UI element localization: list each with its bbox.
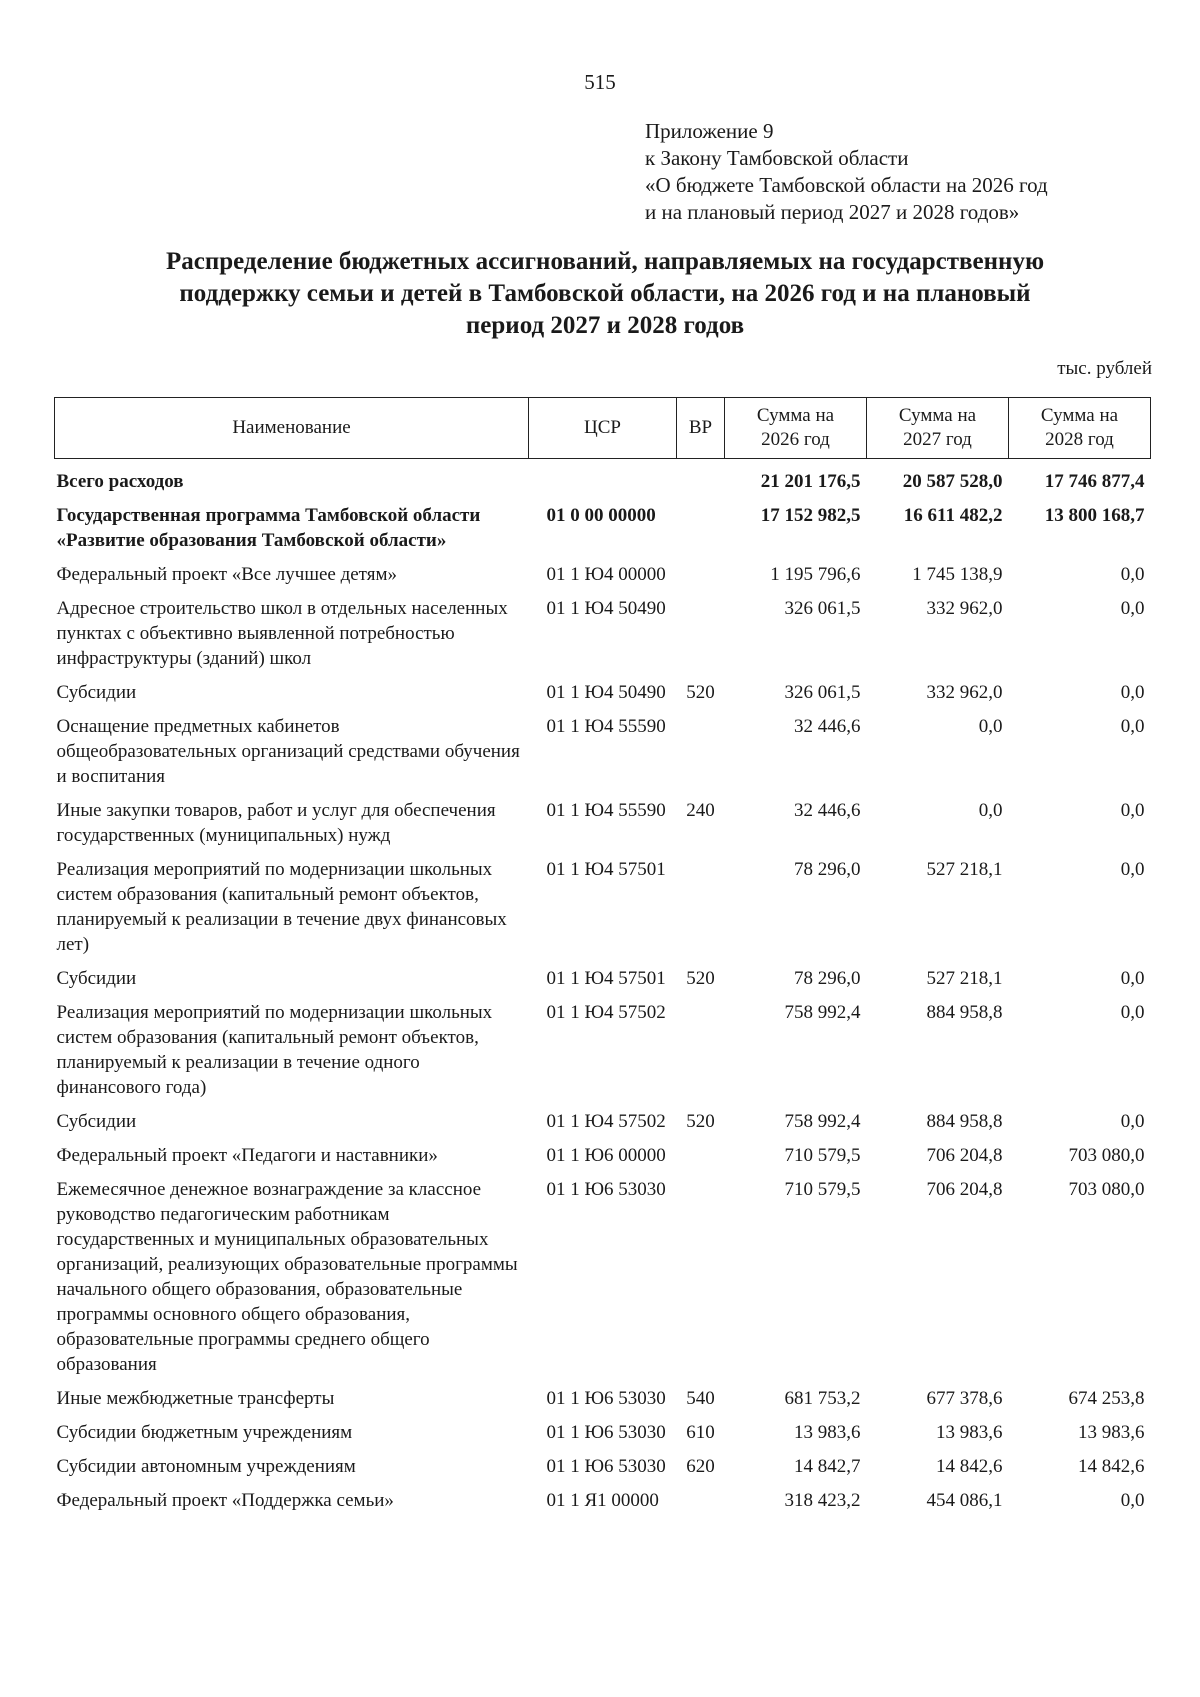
cell-name: Субсидии бюджетным учреждениям bbox=[56, 1422, 353, 1443]
cell-csr: 01 1 Ю6 00000 bbox=[546, 1145, 666, 1166]
cell-sum-2027: 13 983,6 bbox=[936, 1422, 1003, 1443]
cell-vr bbox=[677, 499, 725, 558]
header-sum-2026-line1: Сумма на bbox=[756, 405, 835, 426]
table-row bbox=[55, 1139, 1151, 1173]
header-sum-2026 bbox=[725, 398, 867, 459]
table-row bbox=[55, 996, 1151, 1105]
cell-sum-2027: 677 378,6 bbox=[926, 1388, 1003, 1409]
cell-sum-2026: 78 296,0 bbox=[794, 859, 861, 880]
cell-sum-2028: 17 746 877,4 bbox=[1044, 471, 1145, 492]
cell-sum-2027: 454 086,1 bbox=[926, 1490, 1003, 1511]
cell-sum-2028: 0,0 bbox=[1120, 1111, 1145, 1132]
cell-sum-2026: 710 579,5 bbox=[784, 1145, 861, 1166]
cell-sum-2028: 0,0 bbox=[1120, 564, 1145, 585]
cell-sum-2028: 13 983,6 bbox=[1078, 1422, 1145, 1443]
cell-sum-2028: 703 080,0 bbox=[1068, 1145, 1145, 1166]
title-line: поддержку семьи и детей в Тамбовской области, на 2026 год и на плановый bbox=[179, 280, 1031, 307]
table-row bbox=[55, 1173, 1151, 1382]
cell-sum-2027: 332 962,0 bbox=[926, 682, 1003, 703]
cell-sum-2028: 0,0 bbox=[1120, 1490, 1145, 1511]
cell-vr: 620 bbox=[686, 1456, 715, 1477]
cell-name: Адресное строительство школ в отдельных населенных пунктах с объективно выявленной потребностью инфраструктуры (зданий) школ bbox=[56, 598, 508, 669]
appendix-line: к Закону Тамбовской области bbox=[645, 146, 909, 170]
title-line: период 2027 и 2028 годов bbox=[465, 312, 745, 339]
header-sum-2026-line2: 2026 год bbox=[761, 429, 830, 450]
cell-vr bbox=[677, 592, 725, 676]
header-sum-2027-line1: Сумма на bbox=[898, 405, 977, 426]
cell-sum-2026: 17 152 982,5 bbox=[760, 505, 861, 526]
table-row bbox=[55, 794, 1151, 853]
cell-name: Всего расходов bbox=[56, 471, 184, 492]
cell-sum-2026: 21 201 176,5 bbox=[760, 471, 861, 492]
table-row bbox=[55, 962, 1151, 996]
cell-name: Иные межбюджетные трансферты bbox=[56, 1388, 335, 1409]
cell-csr: 01 0 00 00000 bbox=[546, 505, 656, 526]
cell-sum-2027: 332 962,0 bbox=[926, 598, 1003, 619]
cell-sum-2028: 703 080,0 bbox=[1068, 1179, 1145, 1200]
cell-sum-2026: 758 992,4 bbox=[784, 1111, 861, 1132]
cell-csr: 01 1 Ю6 53030 bbox=[546, 1422, 666, 1443]
table-row bbox=[55, 592, 1151, 676]
cell-sum-2026: 758 992,4 bbox=[784, 1002, 861, 1023]
cell-name: Субсидии bbox=[56, 1111, 137, 1132]
header-sum-2028-line2: 2028 год bbox=[1045, 429, 1114, 450]
cell-csr bbox=[529, 459, 677, 500]
table-row bbox=[55, 1105, 1151, 1139]
cell-sum-2027: 16 611 482,2 bbox=[903, 505, 1003, 526]
cell-vr: 540 bbox=[686, 1388, 715, 1409]
cell-csr: 01 1 Ю4 50490 bbox=[546, 682, 666, 703]
cell-csr: 01 1 Ю4 57502 bbox=[546, 1002, 666, 1023]
cell-sum-2028: 0,0 bbox=[1120, 968, 1145, 989]
cell-name: Субсидии bbox=[56, 682, 137, 703]
appendix-line: «О бюджете Тамбовской области на 2026 год bbox=[645, 173, 1048, 197]
cell-sum-2027: 1 745 138,9 bbox=[912, 564, 1003, 585]
table-row bbox=[55, 853, 1151, 962]
cell-sum-2028: 0,0 bbox=[1120, 598, 1145, 619]
table-row bbox=[55, 1450, 1151, 1484]
cell-name: Оснащение предметных кабинетов общеобразовательных организаций средствами обучения и воспитания bbox=[56, 716, 520, 787]
title-line: Распределение бюджетных ассигнований, направляемых на государственную bbox=[165, 248, 1045, 275]
cell-csr: 01 1 Ю4 55590 bbox=[546, 716, 666, 737]
header-sum-2028 bbox=[1009, 398, 1151, 459]
cell-sum-2027: 527 218,1 bbox=[926, 968, 1003, 989]
cell-vr bbox=[677, 1139, 725, 1173]
cell-name: Федеральный проект «Поддержка семьи» bbox=[56, 1490, 394, 1511]
cell-vr bbox=[677, 996, 725, 1105]
header-csr: ЦСР bbox=[529, 398, 677, 459]
cell-sum-2026: 13 983,6 bbox=[794, 1422, 861, 1443]
cell-csr: 01 1 Ю4 57501 bbox=[546, 968, 666, 989]
cell-sum-2026: 318 423,2 bbox=[784, 1490, 861, 1511]
cell-vr bbox=[677, 853, 725, 962]
table-row bbox=[55, 558, 1151, 592]
cell-name: Субсидии автономным учреждениям bbox=[56, 1456, 356, 1477]
cell-csr: 01 1 Ю4 50490 bbox=[546, 598, 666, 619]
cell-csr: 01 1 Ю4 57501 bbox=[546, 859, 666, 880]
cell-sum-2028: 14 842,6 bbox=[1078, 1456, 1145, 1477]
header-sum-2027-line2: 2027 год bbox=[903, 429, 972, 450]
cell-name: Иные закупки товаров, работ и услуг для обеспечения государственных (муниципальных) нужд bbox=[56, 800, 496, 846]
cell-sum-2026: 32 446,6 bbox=[794, 716, 861, 737]
cell-name: Субсидии bbox=[56, 968, 137, 989]
table-row bbox=[55, 710, 1151, 794]
header-sum-2028-line1: Сумма на bbox=[1040, 405, 1119, 426]
cell-sum-2027: 527 218,1 bbox=[926, 859, 1003, 880]
cell-vr: 520 bbox=[686, 682, 715, 703]
header-sum-2027 bbox=[867, 398, 1009, 459]
cell-vr bbox=[677, 710, 725, 794]
cell-sum-2026: 14 842,7 bbox=[794, 1456, 861, 1477]
cell-sum-2026: 78 296,0 bbox=[794, 968, 861, 989]
cell-sum-2026: 681 753,2 bbox=[784, 1388, 861, 1409]
cell-sum-2026: 32 446,6 bbox=[794, 800, 861, 821]
budget-table bbox=[54, 397, 1151, 1518]
cell-sum-2027: 706 204,8 bbox=[926, 1145, 1003, 1166]
cell-sum-2028: 0,0 bbox=[1120, 682, 1145, 703]
appendix-note bbox=[645, 118, 1048, 226]
cell-name: Ежемесячное денежное вознаграждение за классное руководство педагогическим работникам государственных и муниципальных образовательных организаций, реализующих образовательные программы начального общего образования, образовательные программы основного общего образования, образовательные программы среднего общего образования bbox=[56, 1179, 518, 1375]
cell-csr: 01 1 Ю6 53030 bbox=[546, 1179, 666, 1200]
table-header bbox=[55, 398, 1151, 459]
cell-sum-2026: 710 579,5 bbox=[784, 1179, 861, 1200]
cell-sum-2028: 674 253,8 bbox=[1068, 1388, 1145, 1409]
table-row bbox=[55, 1416, 1151, 1450]
cell-name: Реализация мероприятий по модернизации школьных систем образования (капитальный ремонт объектов, планируемый к реализации в течение двух финансовых лет) bbox=[56, 859, 507, 955]
cell-name: Федеральный проект «Педагоги и наставники» bbox=[56, 1145, 438, 1166]
cell-sum-2028: 0,0 bbox=[1120, 800, 1145, 821]
header-vr: ВР bbox=[677, 398, 725, 459]
units-label: тыс. рублей bbox=[1057, 358, 1152, 379]
cell-sum-2026: 326 061,5 bbox=[784, 682, 861, 703]
cell-csr: 01 1 Ю4 55590 bbox=[546, 800, 666, 821]
table-row bbox=[55, 1484, 1151, 1518]
cell-vr bbox=[677, 1484, 725, 1518]
table-row bbox=[55, 1382, 1151, 1416]
cell-sum-2026: 326 061,5 bbox=[784, 598, 861, 619]
document-title bbox=[60, 246, 1150, 342]
cell-sum-2026: 1 195 796,6 bbox=[770, 564, 861, 585]
cell-sum-2027: 20 587 528,0 bbox=[902, 471, 1003, 492]
table-row bbox=[55, 459, 1151, 500]
cell-vr bbox=[677, 459, 725, 500]
cell-vr: 610 bbox=[686, 1422, 715, 1443]
cell-csr: 01 1 Ю4 57502 bbox=[546, 1111, 666, 1132]
cell-name: Реализация мероприятий по модернизации школьных систем образования (капитальный ремонт объектов, планируемый к реализации в течение одного финансового года) bbox=[56, 1002, 493, 1098]
table-body bbox=[55, 459, 1151, 1519]
appendix-line: и на плановый период 2027 и 2028 годов» bbox=[645, 200, 1020, 224]
table-row bbox=[55, 499, 1151, 558]
cell-vr: 520 bbox=[686, 1111, 715, 1132]
cell-vr bbox=[677, 558, 725, 592]
cell-sum-2027: 884 958,8 bbox=[926, 1002, 1003, 1023]
page-number: 515 bbox=[584, 70, 616, 94]
cell-sum-2027: 706 204,8 bbox=[926, 1179, 1003, 1200]
cell-name: Федеральный проект «Все лучшее детям» bbox=[56, 564, 397, 585]
appendix-line: Приложение 9 bbox=[645, 119, 774, 143]
cell-sum-2027: 0,0 bbox=[978, 800, 1003, 821]
table-row bbox=[55, 676, 1151, 710]
cell-vr: 520 bbox=[686, 968, 715, 989]
cell-sum-2027: 884 958,8 bbox=[926, 1111, 1003, 1132]
cell-sum-2028: 0,0 bbox=[1120, 859, 1145, 880]
cell-csr: 01 1 Ю6 53030 bbox=[546, 1388, 666, 1409]
cell-sum-2027: 14 842,6 bbox=[936, 1456, 1003, 1477]
cell-name: Государственная программа Тамбовской области «Развитие образования Тамбовской области» bbox=[56, 505, 481, 551]
cell-vr: 240 bbox=[686, 800, 715, 821]
cell-vr bbox=[677, 1173, 725, 1382]
cell-sum-2028: 13 800 168,7 bbox=[1044, 505, 1145, 526]
cell-sum-2027: 0,0 bbox=[978, 716, 1003, 737]
header-name: Наименование bbox=[55, 398, 529, 459]
cell-csr: 01 1 Я1 00000 bbox=[546, 1490, 659, 1511]
cell-csr: 01 1 Ю6 53030 bbox=[546, 1456, 666, 1477]
cell-sum-2028: 0,0 bbox=[1120, 716, 1145, 737]
cell-sum-2028: 0,0 bbox=[1120, 1002, 1145, 1023]
cell-csr: 01 1 Ю4 00000 bbox=[546, 564, 666, 585]
